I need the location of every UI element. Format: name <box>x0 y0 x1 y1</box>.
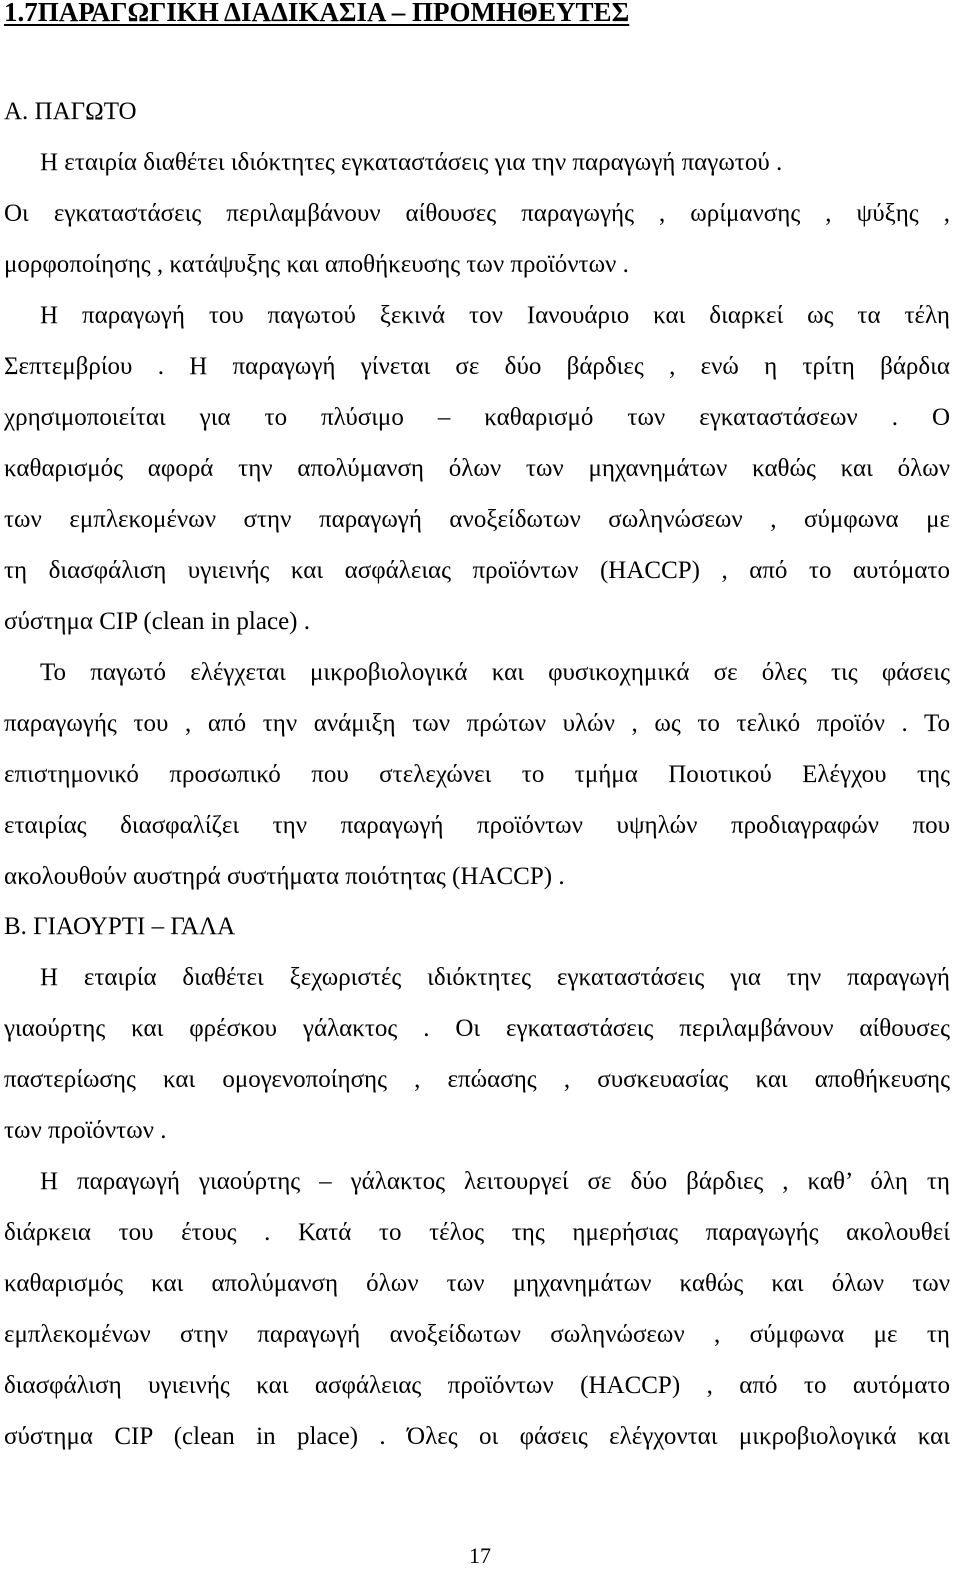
paragraph-line: εταιρίας διασφαλίζει την παραγωγή προϊόντων υψηλών προδιαγραφών που <box>4 812 950 839</box>
paragraph-line: διασφάλιση υγιεινής και ασφάλειας προϊόντων (HACCP) , από το αυτόματο <box>4 1372 950 1399</box>
paragraph-line: τη διασφάλιση υγιεινής και ασφάλειας προϊόντων (HACCP) , από το αυτόματο <box>4 557 950 584</box>
paragraph-line: ακολουθούν αυστηρά συστήματα ποιότητας (HACCP) . <box>4 863 565 890</box>
paragraph-line: Η παραγωγή γιαούρτης – γάλακτος λειτουργεί σε δύο βάρδιες , καθ’ όλη τη <box>40 1168 950 1195</box>
paragraph-line: εμπλεκομένων στην παραγωγή ανοξείδωτων σωληνώσεων , σύμφωνα με τη <box>4 1321 950 1348</box>
paragraph-line: καθαρισμός και απολύμανση όλων των μηχανημάτων καθώς και όλων των <box>4 1270 950 1297</box>
section-b-title: Β. ΓΙΑΟΥΡΤΙ – ΓΑΛΑ <box>4 913 236 940</box>
page-number: 17 <box>469 1543 491 1568</box>
paragraph-line: Η παραγωγή του παγωτού ξεκινά τον Ιανουάριο και διαρκεί ως τα τέλη <box>40 302 950 329</box>
paragraph-line: των προϊόντων . <box>4 1117 167 1144</box>
paragraph-line: Η εταιρία διαθέτει ξεχωριστές ιδιόκτητες εγκαταστάσεις για την παραγωγή <box>40 964 950 991</box>
paragraph-line: σύστημα CIP (clean in place) . <box>4 608 310 635</box>
paragraph-line: μορφοποίησης , κατάψυξης και αποθήκευσης των προϊόντων . <box>4 251 629 278</box>
paragraph-line: γιαούρτης και φρέσκου γάλακτος . Οι εγκαταστάσεις περιλαμβάνουν αίθουσες <box>4 1015 950 1042</box>
paragraph-line: επιστημονικό προσωπικό που στελεχώνει το τμήμα Ποιοτικού Ελέγχου της <box>4 761 950 788</box>
paragraph-line: διάρκεια του έτους . Κατά το τέλος της ημερήσιας παραγωγής ακολουθεί <box>4 1219 950 1246</box>
paragraph-line: παραγωγής του , από την ανάμιξη των πρώτων υλών , ως το τελικό προϊόν . Το <box>4 710 950 737</box>
section-a-title: Α. ΠΑΓΩΤΟ <box>4 98 137 125</box>
paragraph-line: Οι εγκαταστάσεις περιλαμβάνουν αίθουσες παραγωγής , ωρίμανσης , ψύξης , <box>4 200 950 227</box>
paragraph-line: παστερίωσης και ομογενοποίησης , επώασης , συσκευασίας και αποθήκευσης <box>4 1066 950 1093</box>
paragraph-line: των εμπλεκομένων στην παραγωγή ανοξείδωτων σωληνώσεων , σύμφωνα με <box>4 506 950 533</box>
paragraph-line: Η εταιρία διαθέτει ιδιόκτητες εγκαταστάσεις για την παραγωγή παγωτού . <box>40 149 783 176</box>
paragraph-line: σύστημα CIP (clean in place) . Όλες οι φάσεις ελέγχονται μικροβιολογικά και <box>4 1423 950 1450</box>
paragraph-line: χρησιμοποιείται για το πλύσιμο – καθαρισμό των εγκαταστάσεων . Ο <box>4 404 950 431</box>
paragraph-line: Το παγωτό ελέγχεται μικροβιολογικά και φυσικοχημικά σε όλες τις φάσεις <box>40 659 950 686</box>
paragraph-line: Σεπτεμβρίου . Η παραγωγή γίνεται σε δύο βάρδιες , ενώ η τρίτη βάρδια <box>4 353 950 380</box>
paragraph-line: καθαρισμός αφορά την απολύμανση όλων των μηχανημάτων καθώς και όλων <box>4 455 950 482</box>
section-heading: 1.7ΠΑΡΑΓΩΓΙΚΗ ΔΙΑΔΙΚΑΣΙΑ – ΠΡΟΜΗΘΕΥΤΕΣ <box>4 0 630 27</box>
